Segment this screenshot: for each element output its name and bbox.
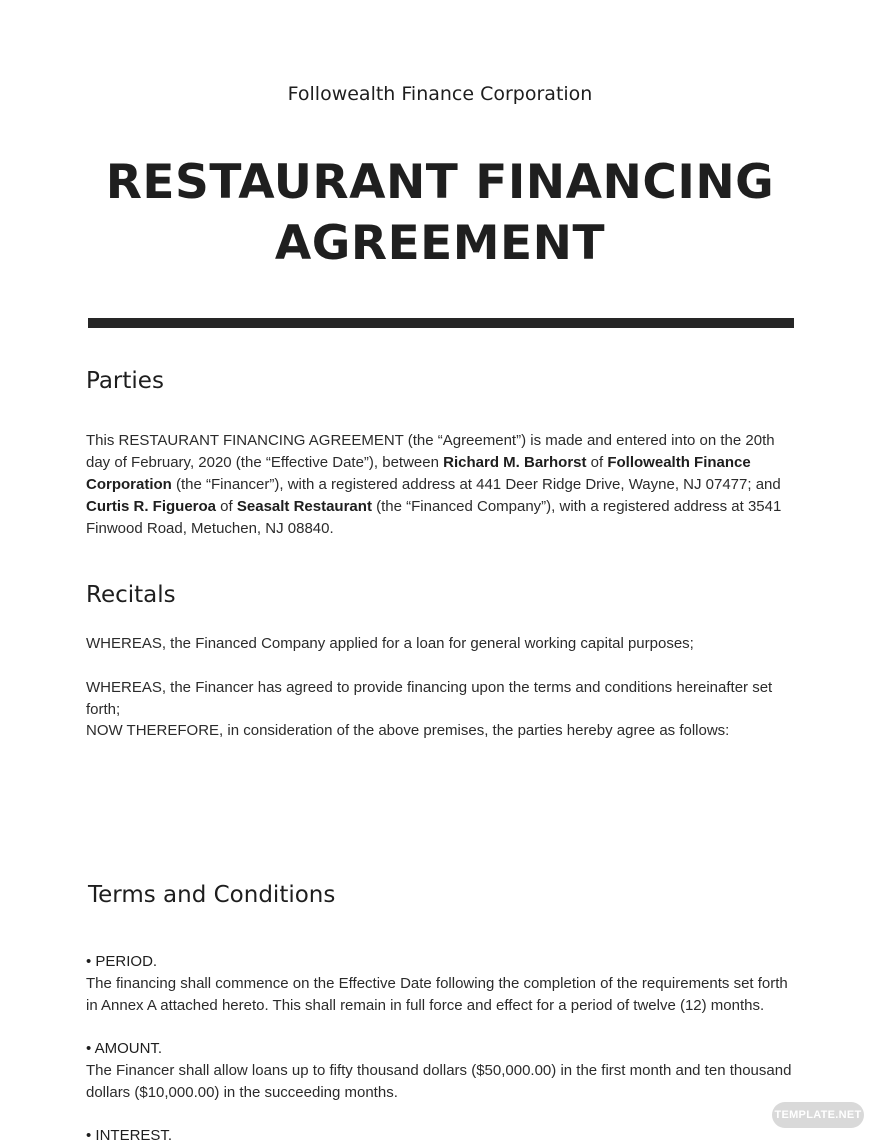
parties-text-5: (the “Financed Company”), with a registered address at 3541 Finwood Road, Metuchen, NJ 08840. xyxy=(86,498,782,537)
financed-company: Seasalt Restaurant xyxy=(236,498,372,515)
parties-text-3: (the “Financer”), with a registered address at 441 Deer Ridge Drive, Wayne, NJ 07477; and xyxy=(171,476,781,493)
term-title-period: • PERIOD. xyxy=(86,953,158,970)
company-name: Followealth Finance Corporation xyxy=(287,83,593,105)
parties-text-4: of xyxy=(216,498,237,515)
term-body-period: The financing shall commence on the Effective Date following the completion of the requirements set forth in Annex A attached hereto. This shall remain in full force and effect for a period of twelve (12) months. xyxy=(86,975,788,1014)
terms-heading: Terms and Conditions xyxy=(88,882,336,908)
term-title-interest: • INTEREST. xyxy=(86,1127,173,1144)
parties-text-2: of xyxy=(586,454,608,471)
recital-item: WHEREAS, the Financer has agreed to provide financing upon the terms and conditions hereinafter set forth; xyxy=(86,679,773,718)
recital-item: WHEREAS, the Financed Company applied for a loan for general working capital purposes; xyxy=(86,635,694,652)
parties-text-1: This RESTAURANT FINANCING AGREEMENT (the “Agreement”) is made and entered into on the 20th day of February, 2020 (the “Effective Date”), between xyxy=(86,432,775,471)
parties-paragraph xyxy=(86,430,801,540)
document-title: RESTAURANT FINANCING AGREEMENT xyxy=(105,155,775,271)
financer-company: Followealth Finance Corporation xyxy=(86,454,751,493)
financer-name: Richard M. Barhorst xyxy=(443,454,587,471)
term-body-amount: The Financer shall allow loans up to fifty thousand dollars ($50,000.00) in the first month and ten thousand dollars ($10,000.00) in the succeeding months. xyxy=(86,1062,792,1101)
recitals-heading: Recitals xyxy=(86,582,176,608)
term-title-amount: • AMOUNT. xyxy=(86,1040,163,1057)
parties-heading: Parties xyxy=(86,368,164,394)
recital-item: NOW THEREFORE, in consideration of the above premises, the parties hereby agree as follows: xyxy=(86,722,730,739)
title-divider xyxy=(88,318,794,328)
template-watermark: TEMPLATE.NET xyxy=(772,1102,864,1128)
financed-name: Curtis R. Figueroa xyxy=(86,498,217,515)
